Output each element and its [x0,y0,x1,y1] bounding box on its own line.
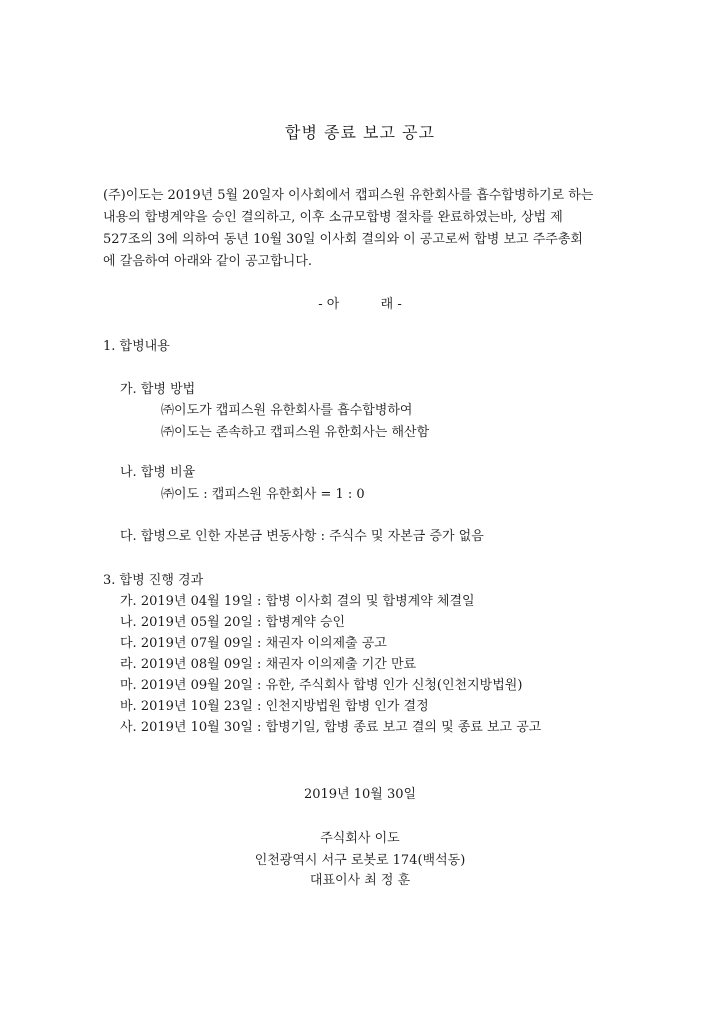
progress-item: 다. 2019년 07월 09일 : 채권자 이의제출 공고 [120,636,387,651]
company-address: 인천광역시 서구 로봇로 174(백석동) [254,853,466,868]
section1-a-item: ㈜이도가 캡피스원 유한회사를 흡수합병하여 [161,403,413,418]
section1-b-item: ㈜이도 : 캡피스원 유한회사 = 1 : 0 [161,487,365,502]
progress-item: 라. 2019년 08월 09일 : 채권자 이의제출 기간 만료 [120,657,417,672]
ceo-name: 대표이사 최 정 훈 [309,873,411,888]
intro-line: 에 갈음하여 아래와 같이 공고합니다. [103,254,313,269]
section1-a-item: ㈜이도는 존속하고 캡피스원 유한회사는 해산함 [161,425,430,440]
intro-paragraph [103,185,618,273]
section1-c-heading: 다. 합병으로 인한 자본금 변동사항 : 주식수 및 자본금 증가 없음 [120,529,484,544]
section1-b-heading: 나. 합병 비율 [120,465,196,480]
below-note: - 아 래 - [318,297,402,312]
progress-item: 사. 2019년 10월 30일 : 합병기일, 합병 종료 보고 결의 및 종료 보고 공고 [120,720,542,735]
intro-line: 527조의 3에 의하여 동년 10월 30일 이사회 결의와 이 공고로써 합병 보고 주주총회 [103,232,583,247]
progress-item: 마. 2019년 09월 20일 : 유한, 주식회사 합병 인가 신청(인천지방법원) [120,678,523,693]
section1-a-heading: 가. 합병 방법 [120,382,196,397]
closing-date: 2019년 10월 30일 [303,787,417,802]
progress-item: 나. 2019년 05월 20일 : 합병계약 승인 [120,615,346,630]
document-title: 합병 종료 보고 공고 [285,123,435,142]
progress-item: 바. 2019년 10월 23일 : 인천지방법원 합병 인가 결정 [120,699,429,714]
intro-line: 내용의 합병계약을 승인 결의하고, 이후 소규모합병 절차를 완료하였는바, 상법 제 [103,210,563,225]
company-name: 주식회사 이도 [320,831,400,846]
section3-heading: 3. 합병 진행 경과 [103,573,204,588]
progress-item: 가. 2019년 04월 19일 : 합병 이사회 결의 및 합병계약 체결일 [120,594,475,609]
section1-heading: 1. 합병내용 [103,339,170,354]
intro-line: (주)이도는 2019년 5월 20일자 이사회에서 캡피스원 유한회사를 흡수합병하기로 하는 [103,188,594,203]
